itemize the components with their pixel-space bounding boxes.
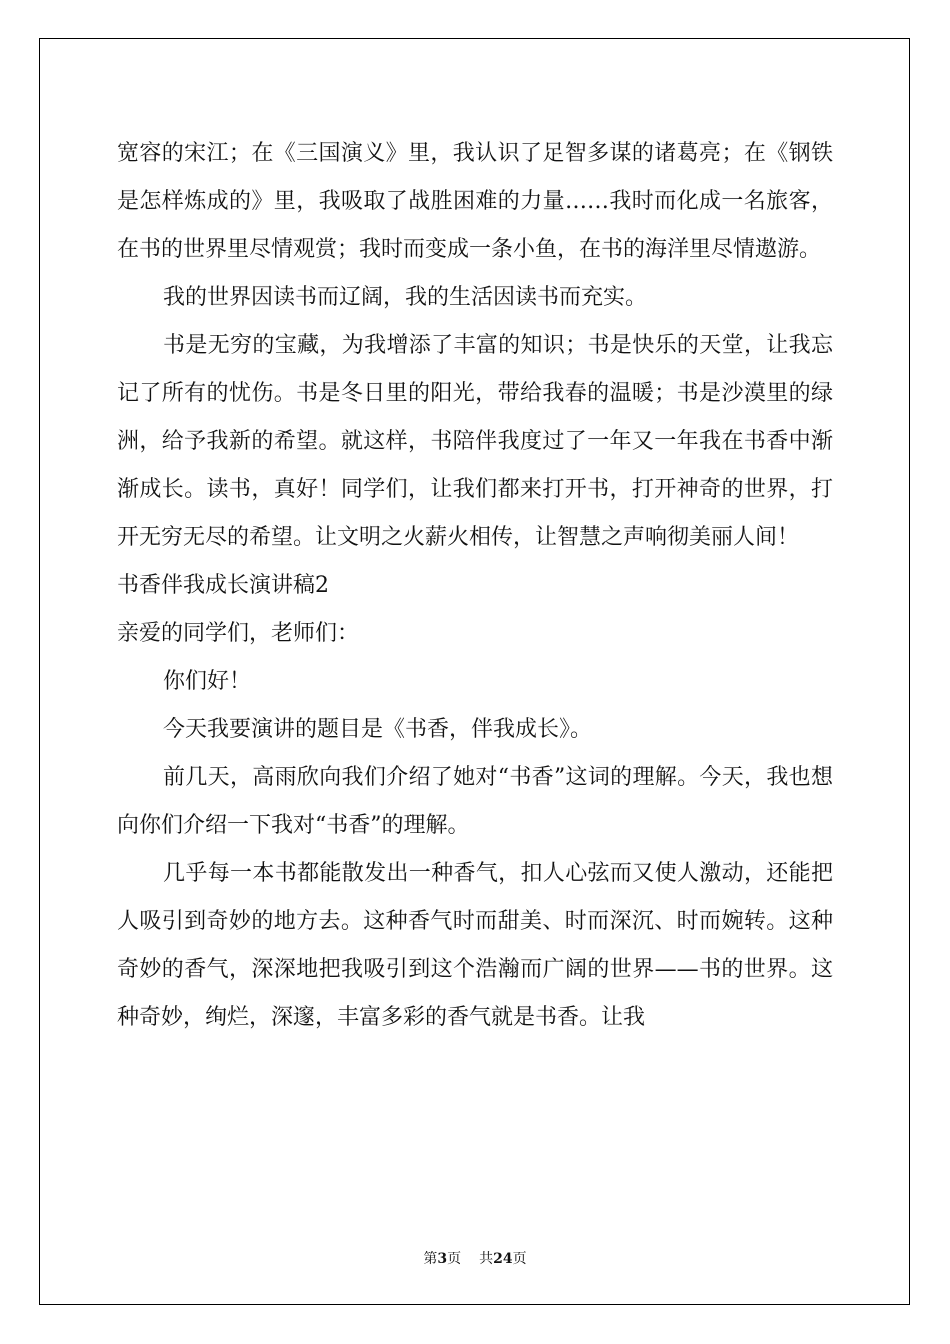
paragraph: 宽容的宋江；在《三国演义》里，我认识了足智多谋的诸葛亮；在《钢铁是怎样炼成的》里，我吸取了战胜困难的力量……我时而化成一名旅客，在书的世界里尽情观赏；我时而变成一条小鱼，在书的海洋里尽情遨游。: [117, 141, 833, 262]
paragraph: 我的世界因读书而辽阔，我的生活因读书而充实。: [163, 285, 648, 310]
page-prefix: 第: [423, 1251, 438, 1267]
document-body: [117, 130, 833, 1042]
paragraph: 几乎每一本书都能散发出一种香气，扣人心弦而又使人激动，还能把人吸引到奇妙的地方去。这种香气时而甜美、时而深沉、时而婉转。这种奇妙的香气，深深地把我吸引到这个浩瀚而广阔的世界——书的世界。这种奇妙，绚烂，深邃，丰富多彩的香气就是书香。让我: [117, 861, 833, 1030]
salutation: 亲爱的同学们，老师们：: [117, 621, 360, 646]
paragraph: 前几天，高雨欣向我们介绍了她对“书香”这词的理解。今天，我也想向你们介绍一下我对“书香”的理解。: [117, 765, 833, 838]
page-suffix: 页: [447, 1251, 462, 1267]
section-title: 书香伴我成长演讲稿2: [117, 573, 329, 598]
total-suffix: 页: [512, 1251, 527, 1267]
paragraph: 书是无穷的宝藏，为我增添了丰富的知识；书是快乐的天堂，让我忘记了所有的忧伤。书是冬日里的阳光，带给我春的温暖；书是沙漠里的绿洲，给予我新的希望。就这样，书陪伴我度过了一年又一年我在书香中渐渐成长。读书，真好！同学们，让我们都来打开书，打开神奇的世界，打开无穷无尽的希望。让文明之火薪火相传，让智慧之声响彻美丽人间！: [117, 333, 833, 550]
paragraph: 你们好！: [163, 669, 252, 694]
total-pages: 24: [493, 1251, 513, 1267]
page-footer: [0, 1248, 950, 1268]
total-prefix: 共: [479, 1251, 494, 1267]
paragraph: 今天我要演讲的题目是《书香，伴我成长》。: [163, 717, 593, 742]
page-number: 3: [437, 1251, 448, 1267]
